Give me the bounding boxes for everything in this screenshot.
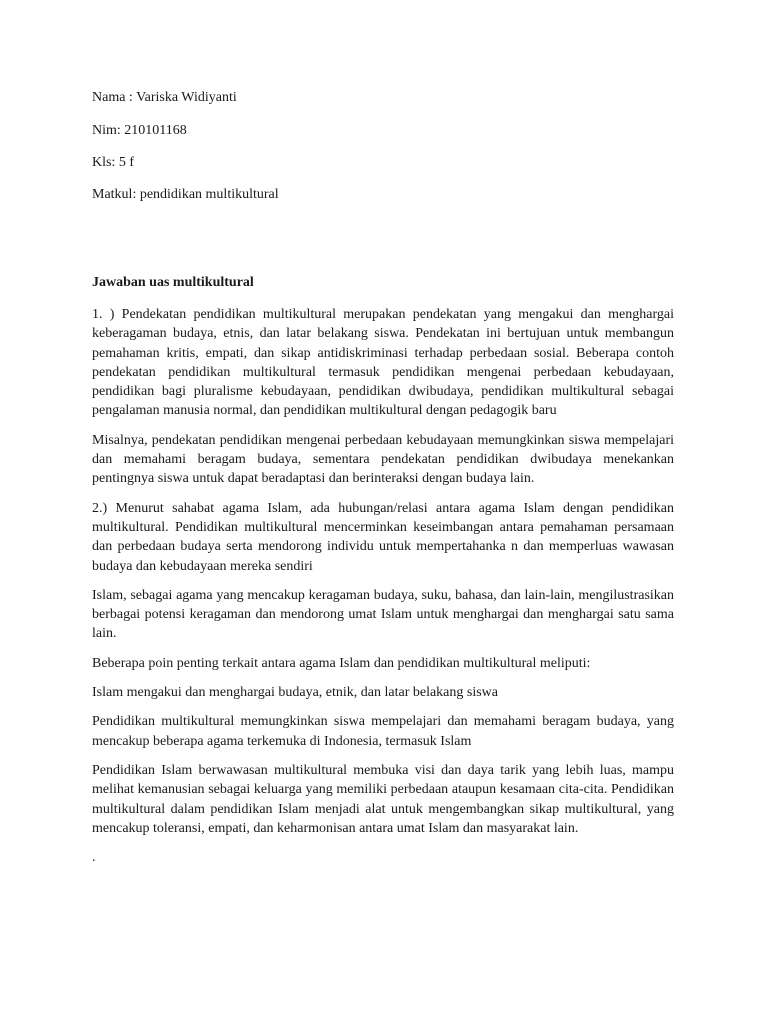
paragraph-8: Pendidikan Islam berwawasan multikultural membuka visi dan daya tarik yang lebih luas, mampu melihat kemanusian sebagai keluarga yang memiliki perbedaan ataupun kesamaan cita-cita. Pendidikan multikultural dalam pendidikan Islam menjadi alat untuk mengembangkan sikap multikultural, yang mencakup toleransi, empati, dan keharmonisan antara umat Islam dan masyarakat lain.	[92, 762, 674, 836]
paragraph-3: 2.) Menurut sahabat agama Islam, ada hubungan/relasi antara agama Islam dengan pendidikan multikultural. Pendidikan multikultural mencerminkan keseimbangan antara pemahaman persamaan dan perbedaan budaya serta mendorong individu untuk mempertahanka n dan memperluas wawasan budaya dan kebudayaan mereka sendiri	[92, 500, 674, 574]
answer-body	[92, 305, 674, 867]
course-name: Matkul: pendidikan multikultural	[92, 187, 279, 202]
paragraph-7: Pendidikan multikultural memungkinkan siswa mempelajari dan memahami beragam budaya, yang mencakup beberapa agama terkemuka di Indonesia, termasuk Islam	[92, 714, 674, 749]
student-name: Nama : Variska Widiyanti	[92, 90, 237, 105]
trailing-dot: .	[92, 850, 96, 866]
student-nim: Nim: 210101168	[92, 123, 187, 138]
student-class: Kls: 5 f	[92, 155, 134, 170]
paragraph-6: Islam mengakui dan menghargai budaya, etnik, dan latar belakang siswa	[92, 685, 498, 701]
paragraph-2: Misalnya, pendekatan pendidikan mengenai perbedaan kebudayaan memungkinkan siswa mempelajari dan memahami beragam budaya, sementara pendekatan pendidikan dwibudaya menekankan pentingnya siswa untuk dapat beradaptasi dan berinteraksi dengan budaya lain.	[92, 432, 674, 487]
paragraph-1: 1. ) Pendekatan pendidikan multikultural merupakan pendekatan yang mengakui dan menghargai keberagaman budaya, etnis, dan latar belakang siswa. Pendekatan ini bertujuan untuk membangun pemahaman kritis, empati, dan sikap antidiskriminasi terhadap perbedaan sosial. Beberapa contoh pendekatan pendidikan multikultural termasuk pendidikan mengenai perbedaan kebudayaan, pendidikan bagi pluralisme kebudayaan, pendidikan dwibudaya, pendidikan multikultural sebagai pengalaman manusia normal, dan pendidikan multikultural dengan pedagogik baru	[92, 307, 674, 419]
paragraph-5: Beberapa poin penting terkait antara agama Islam dan pendidikan multikultural meliputi:	[92, 655, 591, 671]
answer-heading: Jawaban uas multikultural	[92, 275, 254, 290]
paragraph-4: Islam, sebagai agama yang mencakup keragaman budaya, suku, bahasa, dan lain-lain, mengilustrasikan berbagai potensi keragaman dan mendorong umat Islam untuk menghargai dan menghargai satu sama lain.	[92, 587, 674, 642]
